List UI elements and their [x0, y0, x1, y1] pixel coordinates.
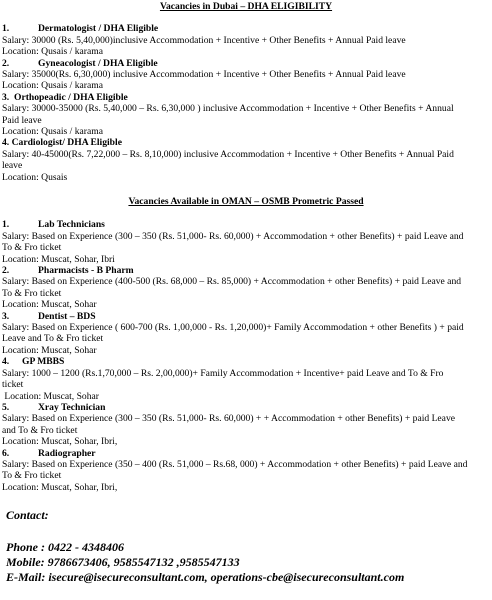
- job-number: 4.: [2, 137, 10, 149]
- job-salary-cont: To & Fro ticket: [2, 470, 62, 482]
- job-number: 3.: [2, 310, 10, 322]
- job-title: Cardiologist/ DHA Eligible: [11, 137, 122, 149]
- job-salary: Salary: 40-45000(Rs. 7,22,000 – Rs. 8,10,000) inclusive Accommodation + Incentive + Other Benefits + Annual Paid: [2, 148, 454, 160]
- job-salary-cont: To & Fro ticket: [2, 287, 62, 299]
- oman-job-5: [2, 402, 492, 448]
- contact-phone: Phone : 0422 - 4348406: [6, 540, 124, 554]
- contact-section: [6, 508, 492, 585]
- job-location: Location: Muscat, Sohar, Ibri: [2, 253, 115, 265]
- job-number: 1.: [2, 219, 10, 231]
- contact-email: E-Mail: isecure@isecureconsultant.com, operations-cbe@isecureconsultant.com: [6, 570, 405, 584]
- job-number: 2.: [2, 57, 10, 69]
- job-number: 3.: [2, 91, 10, 103]
- job-number: 2.: [2, 265, 10, 277]
- job-salary: Salary: 30000 (Rs. 5,40,000)inclusive Accommodation + Incentive + Other Benefits + Annual Paid leave: [2, 34, 406, 46]
- job-salary-cont: To & Fro ticket: [2, 242, 62, 254]
- job-number: 6.: [2, 447, 10, 459]
- job-salary: Salary: Based on Experience (400-500 (Rs. 68,000 – Rs. 85,000) + Accommodation + other Benefits) + paid Leave and: [2, 276, 462, 288]
- job-location: Location: Muscat, Sohar: [2, 390, 99, 402]
- dubai-job-2: [2, 58, 492, 92]
- job-number: 5.: [2, 401, 10, 413]
- job-number: 4.: [2, 356, 10, 368]
- job-salary: Salary: 30000-35000 (Rs. 5,40,000 – Rs. 6,30,000 ) inclusive Accommodation + Incentive + Other Benefits + Annual: [2, 103, 454, 115]
- job-salary-cont: Paid leave: [2, 114, 42, 126]
- job-salary-cont: Leave and To & Fro ticket: [2, 333, 104, 345]
- job-title: Dermatologist / DHA Eligible: [38, 23, 159, 35]
- job-location: Location: Qusais / karama: [2, 80, 103, 92]
- dubai-section-title: Vacancies in Dubai – DHA ELIGIBILITY: [159, 1, 333, 12]
- oman-section: [0, 196, 492, 493]
- job-location: Location: Qusais: [2, 171, 68, 183]
- job-salary: Salary: Based on Experience (300 – 350 (Rs. 51,000- Rs. 60,000) + Accommodation + other Benefits) + paid Leave and: [2, 230, 464, 242]
- job-location: Location: Muscat, Sohar, Ibri,: [2, 436, 118, 448]
- oman-job-3: [2, 311, 492, 357]
- dubai-job-4: [2, 137, 492, 183]
- job-title: Orthopeadic / DHA Eligible: [14, 91, 128, 103]
- job-location: Location: Qusais / karama: [2, 46, 103, 58]
- job-salary: Salary: 1000 – 1200 (Rs.1,70,000 – Rs. 2,00,000)+ Family Accommodation + Incentive+ paid Leave and To & Fro: [2, 367, 444, 379]
- job-salary: Salary: Based on Experience (300 – 350 (Rs. 51,000- Rs. 60,000) + + Accommodation + other Benefits) + paid Leave: [2, 413, 455, 425]
- job-salary: Salary: 35000(Rs. 6,30,000) inclusive Accommodation + Incentive + Other Benefits + Annual Paid leave: [2, 69, 406, 81]
- oman-section-title: Vacancies Available in OMAN – OSMB Prometric Passed: [128, 196, 364, 207]
- dubai-job-3: [2, 92, 492, 138]
- oman-job-4: [2, 356, 492, 402]
- job-salary: Salary: Based on Experience (350 – 400 (Rs. 51,000 – Rs.68, 000) + Accommodation + other Benefits) + paid Leave and: [2, 458, 468, 470]
- job-title: GP MBBS: [22, 356, 65, 368]
- contact-heading: Contact:: [6, 508, 49, 522]
- oman-job-2: [2, 265, 492, 311]
- job-title: Radiographer: [38, 447, 96, 459]
- dubai-section: [0, 0, 492, 183]
- oman-job-6: [2, 448, 492, 494]
- job-salary: Salary: Based on Experience ( 600-700 (Rs. 1,00,000 - Rs. 1,20,000)+ Family Accommodation + other Benefits ) + paid: [2, 322, 464, 334]
- oman-job-1: [2, 219, 492, 265]
- contact-mobile: Mobile: 9786673406, 9585547132 ,9585547133: [6, 555, 240, 569]
- job-salary-cont: ticket: [2, 379, 24, 391]
- job-title: Dentist – BDS: [38, 310, 96, 322]
- job-location: Location: Muscat, Sohar: [2, 344, 97, 356]
- job-salary-cont: leave: [2, 160, 23, 172]
- job-location: Location: Muscat, Sohar, Ibri,: [2, 481, 118, 493]
- job-number: 1.: [2, 23, 10, 35]
- dubai-job-1: [2, 23, 492, 57]
- job-title: Pharmacists - B Pharm: [38, 265, 134, 277]
- job-title: Gyneacologist / DHA Eligible: [38, 57, 158, 69]
- job-title: Lab Technicians: [38, 219, 105, 231]
- job-salary-cont: and To & Fro ticket: [2, 424, 78, 436]
- job-title: Xray Technician: [38, 401, 106, 413]
- job-location: Location: Qusais / karama: [2, 126, 103, 138]
- job-location: Location: Muscat, Sohar: [2, 299, 97, 311]
